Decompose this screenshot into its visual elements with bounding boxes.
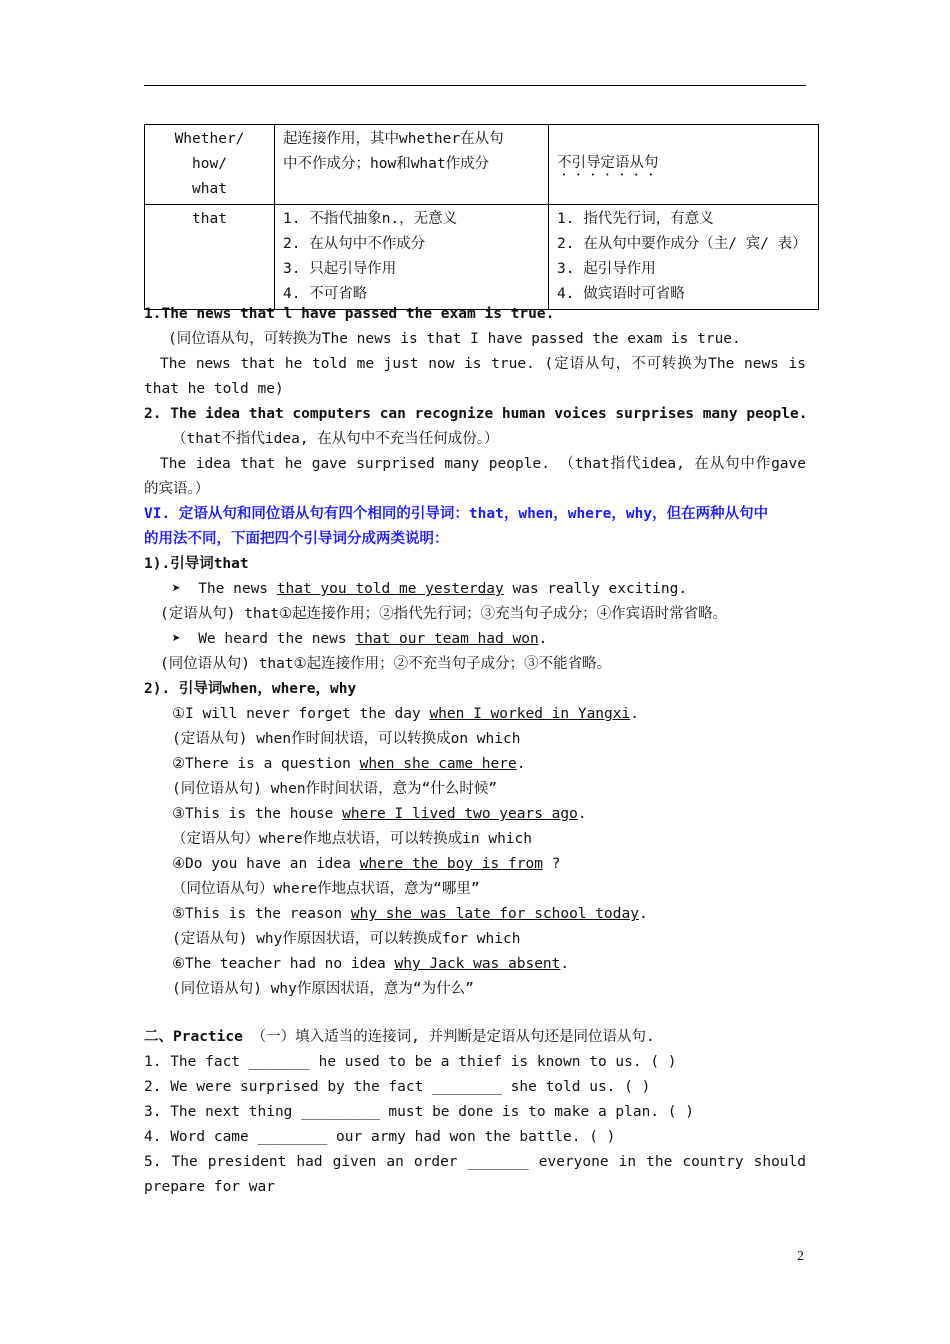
practice-question: 3. The next thing _________ must be done is to make a plan. ( ) [144, 1104, 694, 1120]
part-1-heading: 1).引导词that [144, 556, 249, 572]
underlined-clause: that you told me yesterday [276, 581, 504, 597]
table-cell [145, 125, 275, 205]
sentence-text: . [560, 956, 570, 972]
underlined-clause: why she was late for school today [350, 906, 639, 922]
cell-line: 中不作成分；how和what作成分 [283, 156, 490, 172]
comparison-table [144, 124, 819, 310]
table-row [145, 205, 819, 310]
example-1-note: (同位语从句，可转换为The news is that I have passed the exam is true. [168, 331, 741, 347]
table-cell [275, 125, 549, 205]
page-number: 2 [797, 1249, 804, 1264]
underlined-clause: why Jack was absent [394, 956, 561, 972]
underlined-clause: when I worked in Yangxi [429, 706, 631, 722]
example-1-line: The news that he told me just now is true. (定语从句，不可转换为The news is [160, 356, 806, 372]
underlined-clause: where I lived two years ago [342, 806, 578, 822]
sentence-text: ①I will never forget the day [172, 706, 430, 722]
sentence-text: . [577, 806, 587, 822]
practice-label: 二、Practice [144, 1029, 243, 1045]
sentence-text: was really exciting. [503, 581, 688, 597]
example-sentence [172, 852, 848, 877]
practice-question: 1. The fact _______ he used to be a thief is known to us. ( ) [144, 1054, 677, 1070]
example-sentence [172, 802, 848, 827]
example-sentence [172, 952, 848, 977]
arrow-bullet-icon: ➤ [172, 581, 181, 597]
sentence-text: ⑤This is the reason [172, 906, 351, 922]
cell-line: that [192, 211, 227, 227]
cell-line: 起连接作用，其中whether在从句 [283, 131, 504, 147]
example-sentence [172, 902, 848, 927]
sentence-text: . [516, 756, 526, 772]
cell-line: 2. 在从句中不作成分 [283, 236, 426, 252]
sentence-text: We heard the news [198, 631, 356, 647]
practice-question: 4. Word came ________ our army had won the battle. ( ) [144, 1129, 616, 1145]
underlined-clause: where the boy is from [359, 856, 543, 872]
cell-line: Whether/ [174, 131, 245, 147]
clause-note: (定语从句) why作原因状语，可以转换成for which [172, 931, 521, 947]
example-sentence [172, 702, 848, 727]
sentence-text: . [538, 631, 548, 647]
clause-note: （定语从句）where作地点状语，可以转换成in which [172, 831, 532, 847]
sentence-text: ②There is a question [172, 756, 360, 772]
practice-question-cont: prepare for war [144, 1179, 275, 1195]
example-2-title: 2. The idea that computers can recognize human voices surprises many people. [144, 406, 808, 422]
part-2-heading: 2). 引导词when，where，why [144, 681, 357, 697]
practice-instruction: （一）填入适当的连接词, 并判断是定语从句还是同位语从句. [242, 1029, 655, 1045]
explanation: (定语从句) that①起连接作用；②指代先行词；③充当句子成分；④作宾语时常省略。 [160, 606, 728, 622]
sentence-text: ? [542, 856, 561, 872]
cell-line: 3. 只起引导作用 [283, 261, 397, 277]
table-row [145, 125, 819, 205]
example-2-line-cont: 的宾语。） [144, 481, 210, 497]
example-1-line-cont: that he told me) [144, 381, 284, 397]
section-heading: VI. 定语从句和同位语从句有四个相同的引导词：that，when，where，why，但在两种从句中 [144, 506, 769, 522]
clause-note: （同位语从句）where作地点状语，意为“哪里” [172, 881, 480, 897]
underlined-clause: that our team had won [355, 631, 539, 647]
sentence-text: ④Do you have an idea [172, 856, 360, 872]
cell-line: how/ [192, 156, 227, 172]
bullet-example [172, 627, 848, 652]
clause-note: (同位语从句) when作时间状语，意为“什么时候” [172, 781, 498, 797]
cell-line: 4. 不可省略 [283, 286, 368, 302]
cell-line: 1. 指代先行词，有意义 [557, 211, 714, 227]
explanation: (同位语从句) that①起连接作用；②不充当句子成分；③不能省略。 [160, 656, 612, 672]
sentence-text: The news [198, 581, 277, 597]
sentence-text: . [630, 706, 639, 722]
sentence-text: ⑥The teacher had no idea [172, 956, 395, 972]
sentence-text: . [638, 906, 648, 922]
bullet-example [172, 577, 848, 602]
example-2-line: The idea that he gave surprised many people. （that指代idea, 在从句中作gave [160, 456, 806, 472]
practice-title [144, 1025, 820, 1050]
example-sentence [172, 752, 848, 777]
cell-line: 4. 做宾语时可省略 [557, 286, 685, 302]
header-rule [144, 85, 806, 86]
table-cell [145, 205, 275, 310]
example-1-title: 1.The news that l have passed the exam is true. [144, 306, 555, 322]
practice-question: 5. The president had given an order _______ everyone in the country should [144, 1154, 806, 1170]
practice-question: 2. We were surprised by the fact ________ she told us. ( ) [144, 1079, 651, 1095]
example-2-note: （that不指代idea, 在从句中不充当任何成份。） [172, 431, 499, 447]
underlined-clause: when she came here [359, 756, 517, 772]
cell-line: 1. 不指代抽象n.，无意义 [283, 211, 458, 227]
sentence-text: ③This is the house [172, 806, 343, 822]
section-heading-cont: 的用法不同，下面把四个引导词分成两类说明： [144, 531, 449, 547]
cell-line: 不引导定语从句 [557, 154, 659, 171]
arrow-bullet-icon: ➤ [172, 631, 181, 647]
clause-note: (同位语从句) why作原因状语，意为“为什么” [172, 981, 474, 997]
cell-line: 3. 起引导作用 [557, 261, 656, 277]
table-cell [275, 205, 549, 310]
table-cell [549, 125, 819, 205]
table-cell [549, 205, 819, 310]
clause-note: (定语从句) when作时间状语，可以转换成on which [172, 731, 521, 747]
cell-line: what [192, 181, 227, 197]
cell-line: 2. 在从句中要作成分（主/ 宾/ 表） [557, 236, 807, 252]
